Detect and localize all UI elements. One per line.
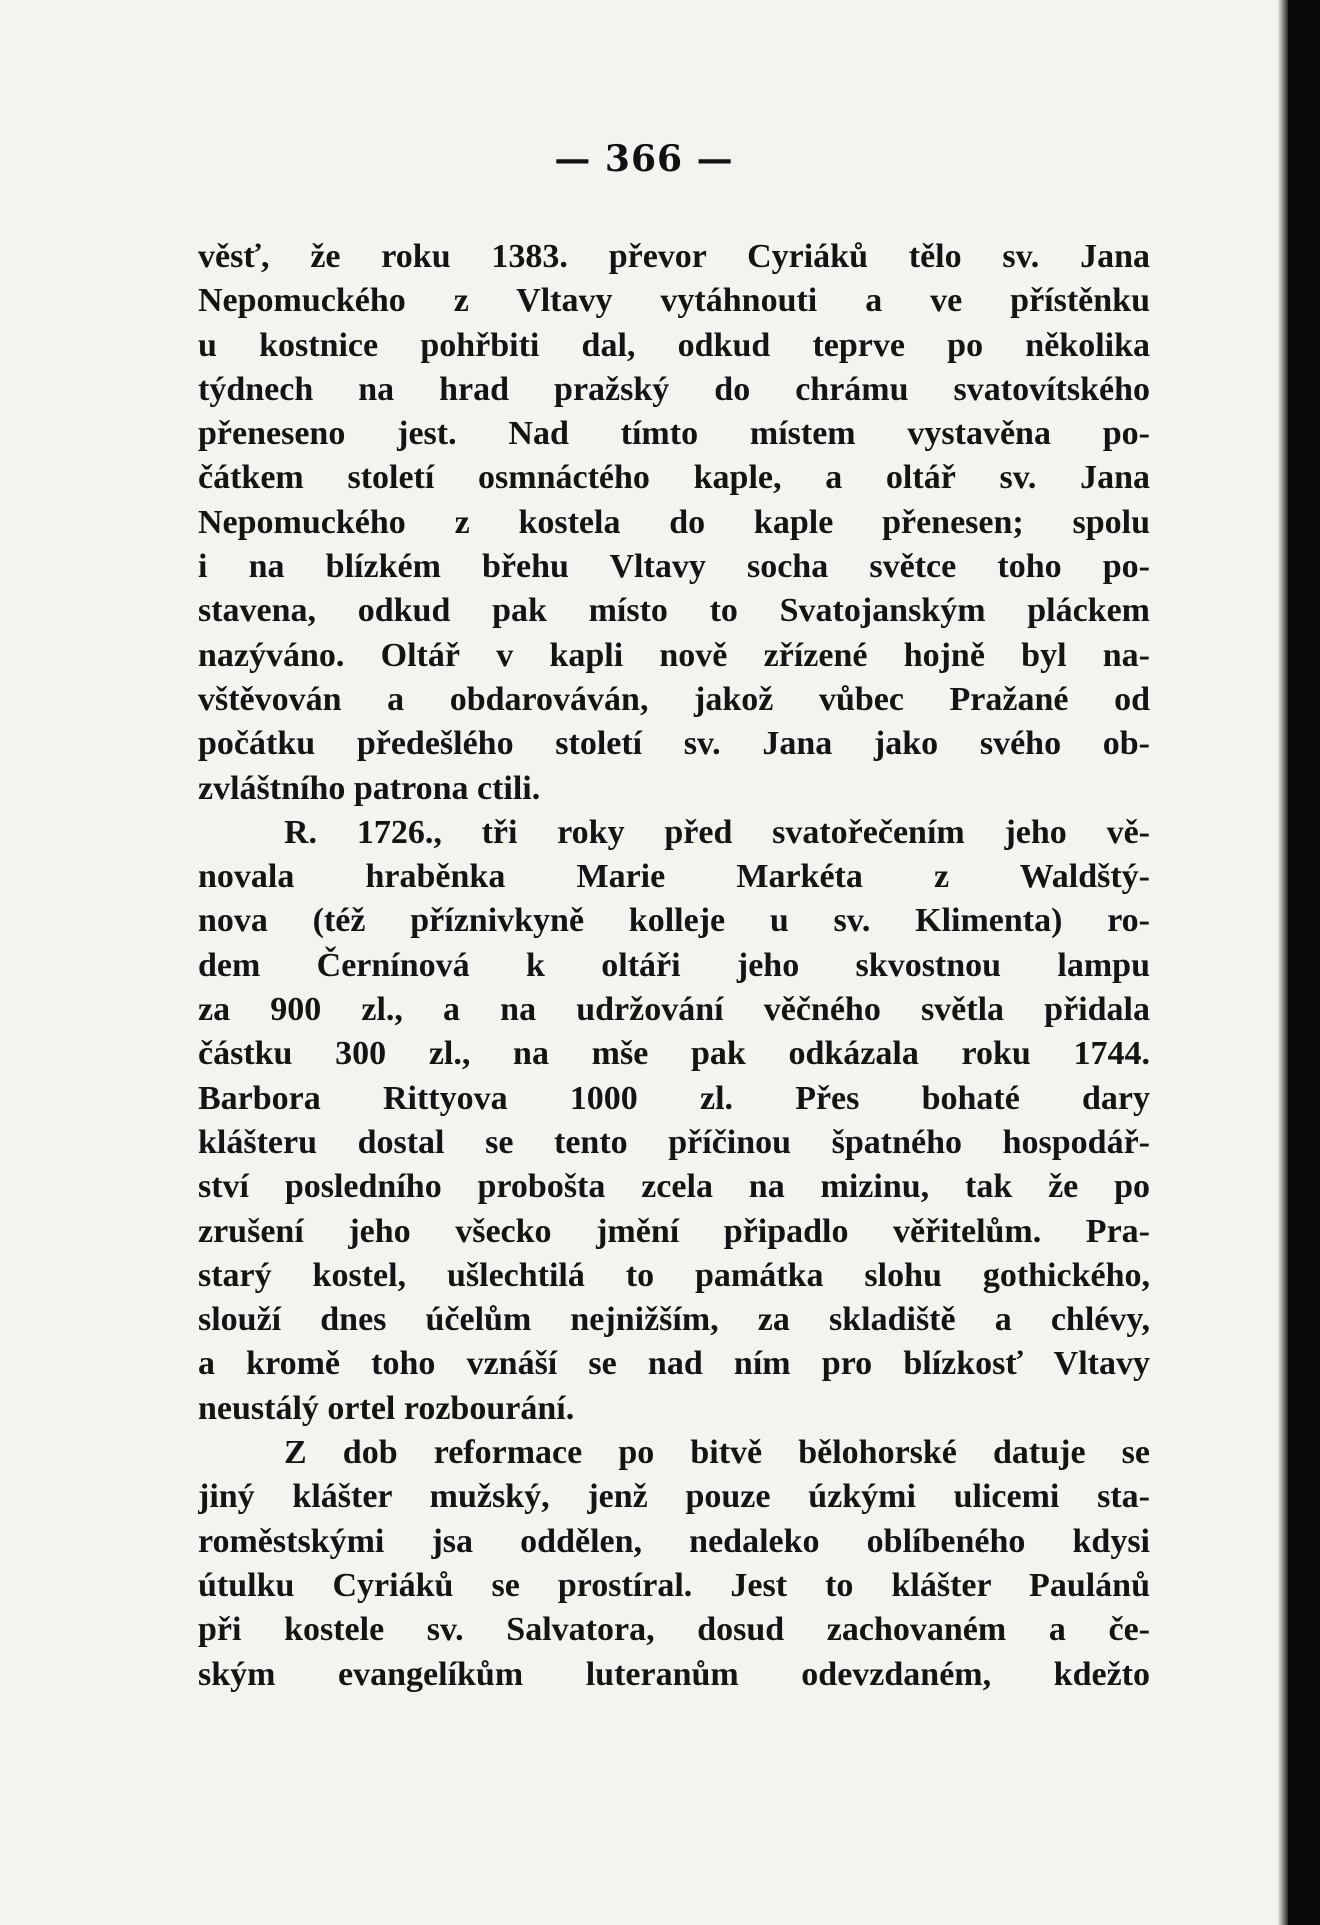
text-line: dem Černínová k oltáři jeho skvostnou lampu: [198, 946, 1150, 984]
text-line: ským evangelíkům luteranům odevzdaném, kdežto: [198, 1655, 1150, 1693]
page-binding-edge: [1278, 0, 1288, 1925]
text-line: R. 1726., tři roky před svatořečením jeho vě-: [284, 813, 1150, 851]
text-line: zrušení jeho všecko jmění připadlo věřitelům. Pra-: [198, 1212, 1150, 1250]
text-line: Barbora Rittyova 1000 zl. Přes bohaté dary: [198, 1079, 1150, 1117]
text-line: přeneseno jest. Nad tímto místem vystavěna po-: [198, 415, 1150, 453]
text-line: klášteru dostal se tento příčinou špatného hospodář-: [198, 1123, 1150, 1161]
text-line: ství posledního proboštа zcela na mizinu, tak že po: [198, 1168, 1150, 1206]
text-line: čátkem století osmnáctého kaple, a oltář sv. Jana: [198, 459, 1150, 497]
text-line: novala hraběnka Marie Markéta z Waldštý-: [198, 858, 1150, 896]
text-line: zvláštního patrona ctili.: [198, 769, 541, 807]
text-line: týdnech na hrad pražský do chrámu svatovítského: [198, 370, 1150, 408]
text-line: útulku Cyriáků se prostíral. Jest to klášter Paulánů: [198, 1566, 1150, 1604]
text-line: u kostnice pohřbiti dal, odkud teprve po několika: [198, 326, 1150, 364]
text-line: stavena, odkud pak místo to Svatojanským pláckem: [198, 592, 1150, 630]
text-line: nova (též příznivkyně kolleje u sv. Klimenta) ro-: [198, 902, 1150, 940]
text-line: slouží dnes účelům nejnižším, za skladiště a chlévy,: [198, 1301, 1150, 1339]
text-line: neustálý ortel rozbourání.: [198, 1389, 575, 1427]
text-line: roměstskými jsa oddělen, nedaleko oblíbeného kdysi: [198, 1522, 1150, 1560]
text-line: starý kostel, ušlechtilá to památka slohu gothického,: [198, 1256, 1150, 1294]
body-text: [198, 235, 1150, 1697]
text-line: počátku předešlého století sv. Jana jako svého ob-: [198, 725, 1150, 763]
text-line: a kromě toho vznáší se nad ním pro blízkosť Vltavy: [198, 1345, 1150, 1383]
text-line: při kostele sv. Salvatora, dosud zachovaném a če-: [198, 1611, 1150, 1649]
text-line: za 900 zl., a na udržování věčného světla přidala: [198, 991, 1150, 1029]
text-line: Z dob reformace po bitvě bělohorské datuje se: [284, 1434, 1150, 1472]
text-line: Nepomuckého z Vltavy vytáhnouti a ve přístěnku: [198, 282, 1150, 320]
text-line: vštěvován a obdarováván, jakož vůbec Pražané od: [198, 680, 1150, 718]
text-line: i na blízkém břehu Vltavy socha světce toho po-: [198, 548, 1150, 586]
page-number: — 366 —: [554, 138, 734, 180]
text-line: Nepomuckého z kostela do kaple přenesen; spolu: [198, 503, 1150, 541]
text-line: věsť, že roku 1383. převor Cyriáků tělo sv. Jana: [198, 238, 1150, 275]
text-line: jiný klášter mužský, jenž pouze úzkými ulicemi sta-: [198, 1478, 1150, 1516]
text-line: částku 300 zl., na mše pak odkázala roku 1744.: [198, 1035, 1150, 1073]
text-line: nazýváno. Oltář v kapli nově zřízené hojně byl na-: [198, 636, 1150, 674]
